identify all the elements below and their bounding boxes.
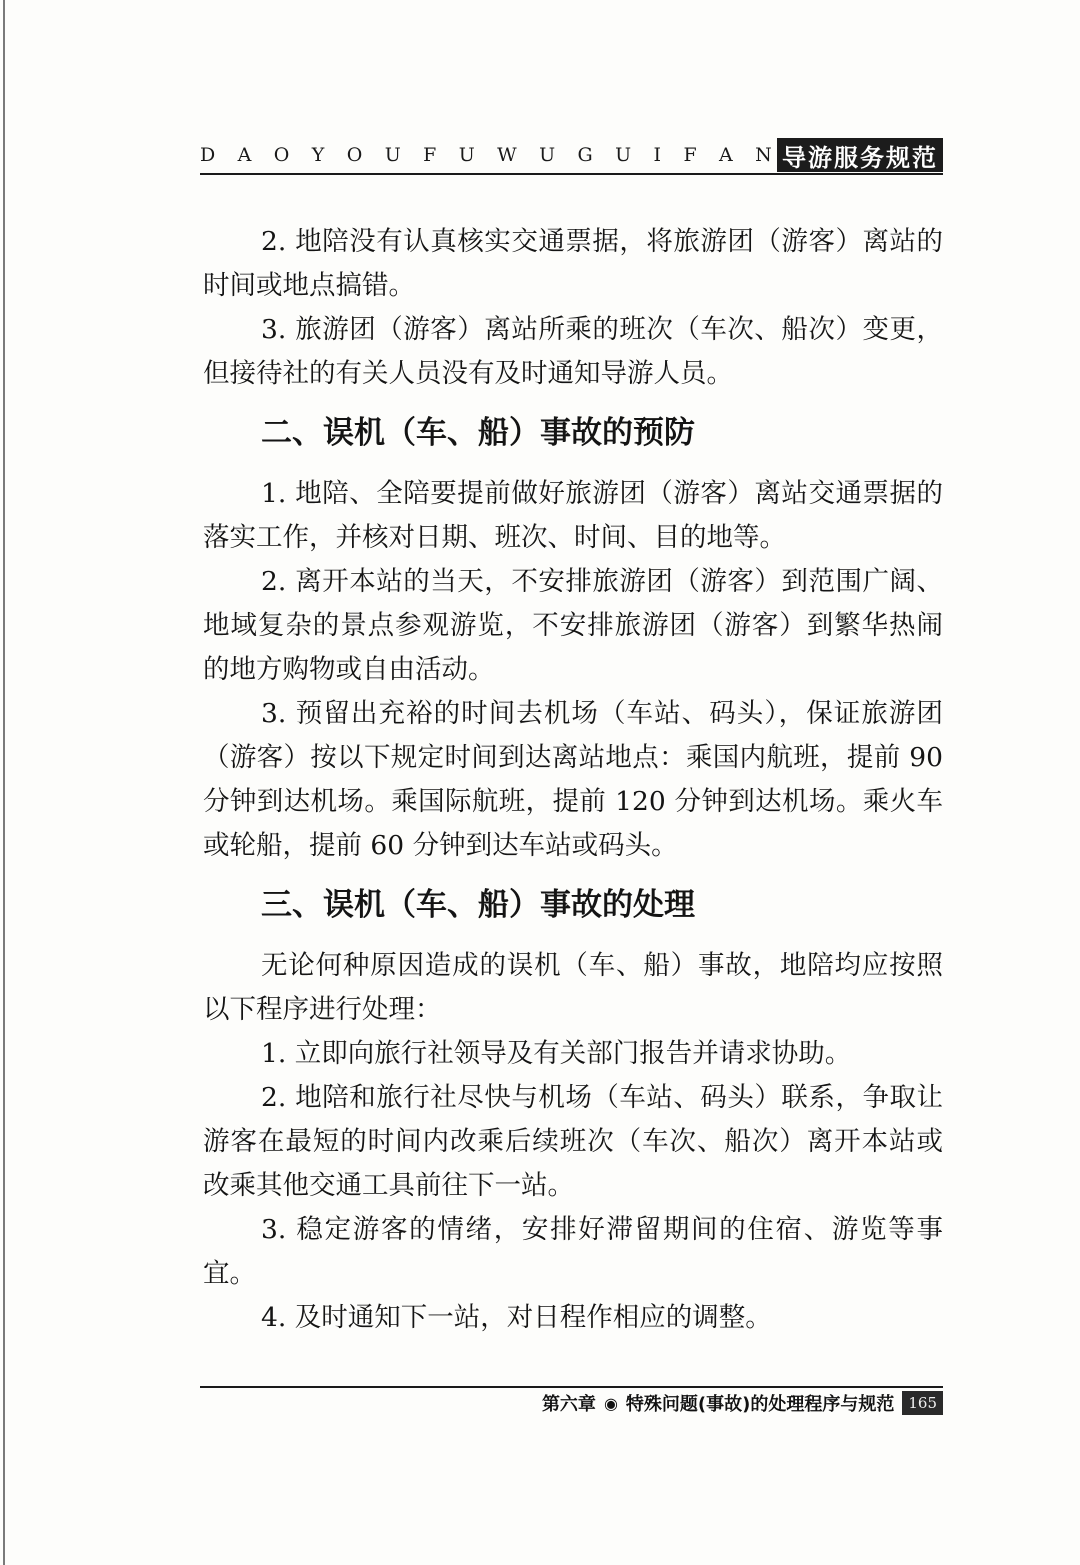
body-paragraph: 1. 立即向旅行社领导及有关部门报告并请求协助。: [261, 1038, 852, 1069]
body-paragraph: 3. 预留出充裕的时间去机场（车站、码头），保证旅游团（游客）按以下规定时间到达离站地点：乘国内航班，提前 90 分钟到达机场。乘国际航班，提前 120 分钟到达机场。乘火车或轮船，提前 60 分钟到达车站或码头。: [203, 698, 943, 861]
footer-separator-icon: ◉: [603, 1393, 618, 1413]
header-letter: N: [755, 144, 772, 166]
header-letter: O: [346, 144, 363, 166]
header-letter: F: [683, 144, 697, 166]
body-paragraph: 3. 稳定游客的情绪，安排好滞留期间的住宿、游览等事宜。: [203, 1214, 943, 1289]
header-letter: I: [653, 144, 662, 166]
header-letter: W: [497, 144, 517, 166]
header-letter: A: [237, 144, 252, 166]
footer-chapter: 第六章: [541, 1394, 596, 1415]
body-paragraph: 2. 地陪没有认真核实交通票据，将旅游团（游客）离站的时间或地点搞错。: [203, 226, 943, 301]
running-footer: [200, 1390, 943, 1416]
page-edge-line: [3, 0, 5, 1565]
header-letter: G: [577, 144, 593, 166]
footer-chapter-title: 特殊问题(事故)的处理程序与规范: [625, 1394, 895, 1415]
body-paragraph: 2. 地陪和旅行社尽快与机场（车站、码头）联系，争取让游客在最短的时间内改乘后续班次（车次、船次）离开本站或改乘其他交通工具前往下一站。: [203, 1082, 943, 1201]
header-letter: A: [719, 144, 733, 166]
header-letter: Y: [311, 144, 325, 166]
header-title-box: [777, 138, 943, 172]
header-pinyin-letters: [200, 144, 772, 166]
header-letter: U: [539, 144, 556, 166]
body-paragraph: 3. 旅游团（游客）离站所乘的班次（车次、船次）变更，但接待社的有关人员没有及时通知导游人员。: [203, 314, 943, 389]
section-heading: 三、误机（车、船）事故的处理: [261, 887, 695, 923]
header-letter: O: [273, 144, 290, 166]
body-paragraph: 4. 及时通知下一站，对日程作相应的调整。: [261, 1302, 772, 1333]
page-body: [203, 220, 943, 1340]
section-heading: 二、误机（车、船）事故的预防: [261, 415, 695, 451]
body-paragraph: 1. 地陪、全陪要提前做好旅游团（游客）离站交通票据的落实工作，并核对日期、班次、时间、目的地等。: [203, 478, 943, 553]
header-letter: U: [384, 144, 401, 166]
body-paragraph: 无论何种原因造成的误机（车、船）事故，地陪均应按照以下程序进行处理：: [203, 950, 943, 1025]
footer-rule: [200, 1386, 943, 1388]
body-paragraph: 2. 离开本站的当天，不安排旅游团（游客）到范围广阔、地域复杂的景点参观游览，不安排旅游团（游客）到繁华热闹的地方购物或自由活动。: [203, 566, 943, 685]
header-letter: D: [200, 144, 216, 166]
header-rule: [200, 173, 943, 175]
header-title: 导游服务规范: [782, 143, 938, 172]
header-letter: U: [458, 144, 475, 166]
running-header: [200, 138, 943, 172]
page-number: 165: [902, 1391, 943, 1415]
header-letter: F: [423, 144, 437, 166]
header-letter: U: [615, 144, 632, 166]
